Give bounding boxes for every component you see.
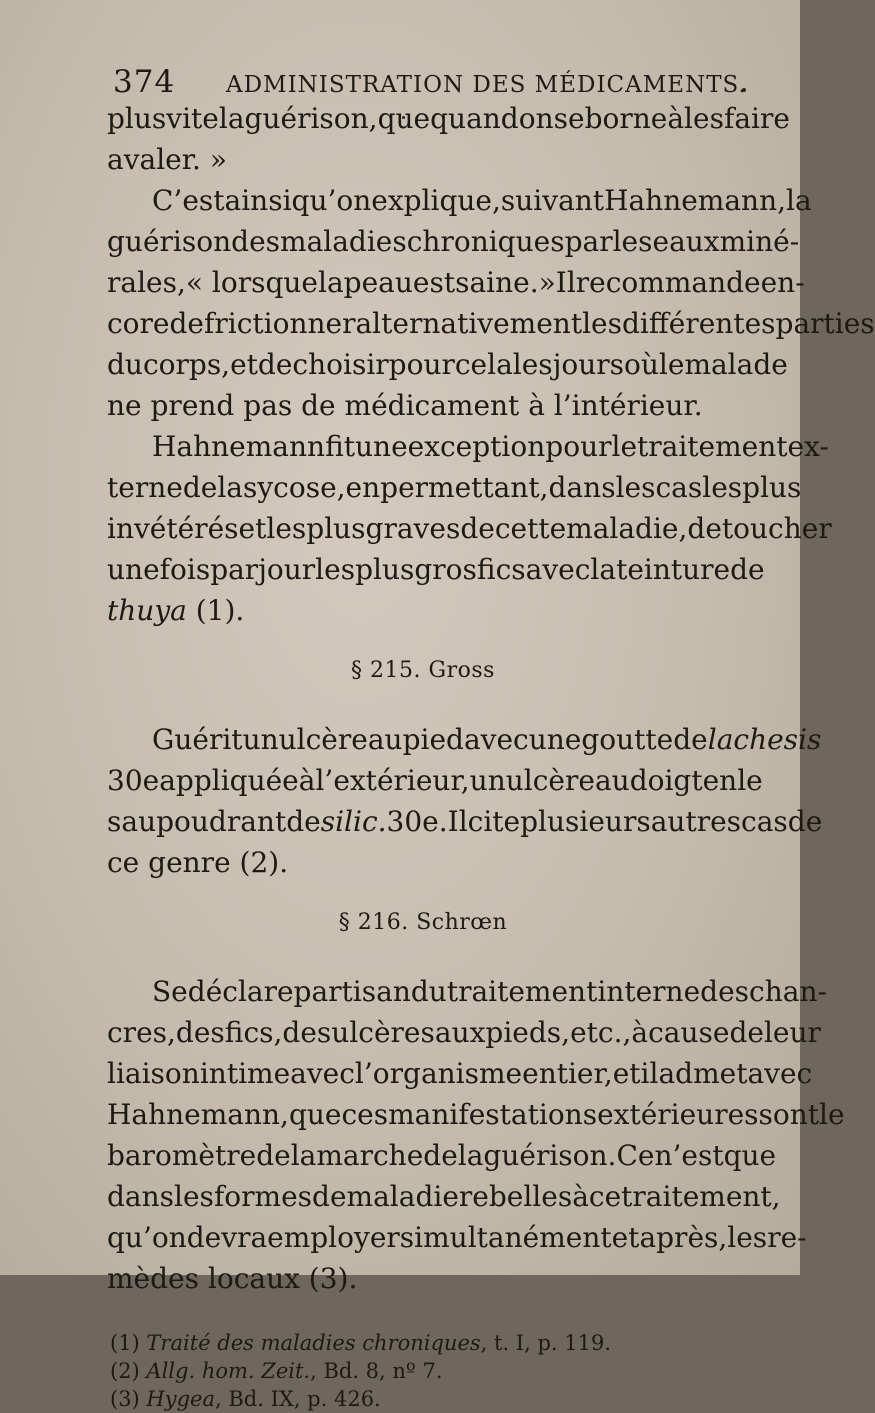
word: Il bbox=[555, 266, 576, 299]
word: goutte bbox=[581, 723, 674, 756]
word: borne bbox=[584, 102, 668, 135]
paragraph-line bbox=[107, 1053, 813, 1094]
word: mèdes locaux (3). bbox=[107, 1262, 358, 1295]
word: un bbox=[242, 723, 279, 756]
word: différentes bbox=[621, 307, 776, 340]
word: plus bbox=[107, 102, 167, 135]
word: re- bbox=[767, 1221, 807, 1254]
word: chroniques bbox=[406, 225, 565, 258]
paragraph-line bbox=[107, 508, 832, 549]
footnote bbox=[110, 1329, 739, 1357]
word: manifestations bbox=[388, 1098, 598, 1131]
paragraph-line bbox=[107, 760, 763, 801]
word: en bbox=[345, 471, 381, 504]
word: guérison bbox=[107, 225, 232, 258]
section-heading-216: § 216. Schrœn bbox=[338, 910, 508, 935]
word: une bbox=[107, 553, 160, 586]
word: à bbox=[298, 764, 316, 797]
word: le bbox=[658, 348, 685, 381]
word: de bbox=[423, 1139, 458, 1172]
word: au bbox=[594, 764, 630, 797]
word: extérieures bbox=[597, 1098, 759, 1131]
word: les bbox=[266, 512, 307, 545]
word: et bbox=[238, 512, 267, 545]
word: teinture bbox=[616, 553, 731, 586]
word: traitement bbox=[637, 430, 788, 463]
word: ulcère bbox=[278, 723, 368, 756]
footnote-marker: (1) bbox=[110, 1331, 147, 1355]
word: Hahnemann bbox=[152, 430, 326, 463]
word: 30e. bbox=[386, 805, 448, 838]
word: un bbox=[469, 764, 506, 797]
word: plus bbox=[355, 553, 415, 586]
word: autres bbox=[650, 805, 742, 838]
word: les bbox=[615, 471, 656, 504]
word: et bbox=[230, 348, 258, 381]
word: la bbox=[217, 471, 243, 504]
word: silic. bbox=[320, 805, 387, 838]
line-text: (1). bbox=[186, 594, 245, 627]
word: rales, bbox=[107, 266, 186, 299]
paragraph-line bbox=[107, 1176, 781, 1217]
word: par bbox=[564, 225, 613, 258]
word: de bbox=[673, 723, 708, 756]
word: n’est bbox=[654, 1139, 724, 1172]
paragraph-line bbox=[107, 98, 790, 139]
section-215-body bbox=[107, 719, 823, 883]
word: faire bbox=[723, 102, 790, 135]
footnote-italic: Allg. hom. Zeit. bbox=[146, 1359, 311, 1383]
word: de bbox=[182, 471, 218, 504]
footnote-marker: (2) bbox=[110, 1359, 147, 1383]
word: ex- bbox=[787, 430, 829, 463]
word: simultanément bbox=[399, 1221, 612, 1254]
paragraph-line bbox=[107, 842, 739, 883]
word: des bbox=[175, 1016, 225, 1049]
footnote-rest: , t. I, p. 119. bbox=[480, 1331, 612, 1355]
word: saine. bbox=[455, 266, 539, 299]
paragraph-continuation bbox=[107, 98, 790, 180]
word: cela bbox=[454, 348, 513, 381]
paragraph-line bbox=[107, 344, 788, 385]
word: Ce bbox=[616, 1139, 655, 1172]
paragraph-sycosis bbox=[107, 426, 832, 590]
word: sont bbox=[758, 1098, 820, 1131]
paragraph-line bbox=[107, 426, 829, 467]
word: plusieurs bbox=[520, 805, 651, 838]
word: cas bbox=[741, 805, 788, 838]
word: ne prend pas de médicament à l’intérieur. bbox=[107, 389, 703, 422]
word: le bbox=[611, 430, 638, 463]
paragraph-line bbox=[107, 303, 875, 344]
word: avec bbox=[463, 723, 529, 756]
word: exception bbox=[407, 430, 546, 463]
word: quand bbox=[430, 102, 519, 135]
word: par bbox=[210, 553, 259, 586]
word: corps, bbox=[142, 348, 231, 381]
word: guérison, bbox=[244, 102, 378, 135]
paragraph-mineral-waters bbox=[107, 180, 875, 426]
word: permettant, bbox=[380, 471, 549, 504]
word: de bbox=[729, 1016, 764, 1049]
word: graves bbox=[365, 512, 461, 545]
word: les bbox=[174, 1180, 214, 1213]
running-head-title: ADMINISTRATION DES MÉDICAMENTS. bbox=[226, 72, 747, 98]
word: que bbox=[288, 1098, 342, 1131]
word: ce genre (2). bbox=[107, 846, 289, 879]
word: de bbox=[286, 805, 321, 838]
word: les bbox=[684, 102, 724, 135]
section-216-body bbox=[107, 971, 845, 1299]
word: Guérit bbox=[152, 723, 243, 756]
word: formes bbox=[213, 1180, 313, 1213]
body-text bbox=[107, 98, 875, 1413]
paragraph-line bbox=[107, 221, 800, 262]
word: les bbox=[727, 1221, 768, 1254]
word: chan- bbox=[749, 975, 827, 1008]
footnote-marker: (3) bbox=[110, 1387, 147, 1411]
section-heading-215: § 215. Gross bbox=[351, 658, 495, 683]
word: maladies bbox=[280, 225, 407, 258]
word: alternativement bbox=[355, 307, 583, 340]
word: fics bbox=[476, 553, 526, 586]
word: le bbox=[819, 1098, 845, 1131]
word: au bbox=[367, 723, 403, 756]
word: de bbox=[312, 1180, 347, 1213]
word: jour bbox=[258, 553, 316, 586]
word: de bbox=[256, 1139, 291, 1172]
word: cres, bbox=[107, 1016, 176, 1049]
word: avaler. » bbox=[107, 143, 227, 176]
word: une bbox=[528, 723, 582, 756]
word: et bbox=[611, 1221, 640, 1254]
word: avec bbox=[747, 1057, 813, 1090]
word: « lorsque bbox=[185, 266, 318, 299]
word: rebelles bbox=[458, 1180, 573, 1213]
word: ces bbox=[341, 1098, 389, 1131]
paragraph-line bbox=[107, 590, 739, 631]
word: de bbox=[687, 512, 722, 545]
word: les bbox=[315, 553, 356, 586]
word: les bbox=[512, 348, 553, 381]
word: parties bbox=[775, 307, 875, 340]
word: qu’on bbox=[107, 1221, 187, 1254]
paragraph-line bbox=[107, 1094, 845, 1135]
word: en bbox=[702, 764, 738, 797]
word: gros bbox=[414, 553, 477, 586]
word: il bbox=[640, 1057, 659, 1090]
word: où bbox=[624, 348, 659, 381]
word: qu’on bbox=[291, 184, 372, 217]
word: eaux bbox=[652, 225, 720, 258]
word: ainsi bbox=[224, 184, 292, 217]
word: etc., bbox=[570, 1016, 632, 1049]
word: cas bbox=[655, 471, 703, 504]
word: fics, bbox=[224, 1016, 283, 1049]
paragraph-line bbox=[107, 385, 739, 426]
word: interne bbox=[597, 975, 701, 1008]
footnote-rest: , Bd. 8, nº 7. bbox=[310, 1359, 443, 1383]
word: entier, bbox=[522, 1057, 613, 1090]
word: traitement bbox=[446, 975, 598, 1008]
paragraph-line bbox=[107, 1135, 777, 1176]
word: les bbox=[582, 307, 622, 340]
paragraph-line bbox=[107, 971, 827, 1012]
word: des bbox=[700, 975, 750, 1008]
word: Il bbox=[447, 805, 468, 838]
word: dans bbox=[548, 471, 616, 504]
word: traitement, bbox=[621, 1180, 781, 1213]
word: fois bbox=[159, 553, 211, 586]
word: de bbox=[460, 512, 495, 545]
footnotes bbox=[107, 1329, 739, 1413]
word: sycose, bbox=[242, 471, 346, 504]
word: core bbox=[107, 307, 170, 340]
word: avec bbox=[525, 553, 591, 586]
word: de bbox=[169, 307, 204, 340]
word: aux bbox=[434, 1016, 486, 1049]
word: cette bbox=[494, 512, 567, 545]
word: que bbox=[723, 1139, 777, 1172]
word: déclare bbox=[187, 975, 294, 1008]
paragraph-line bbox=[107, 1012, 821, 1053]
paragraph-line bbox=[107, 139, 739, 180]
word: admet bbox=[658, 1057, 748, 1090]
word: saupoudrant bbox=[107, 805, 287, 838]
word: se bbox=[553, 102, 585, 135]
word: fit bbox=[325, 430, 355, 463]
footnote-italic: Traité des maladies chroniques bbox=[146, 1331, 481, 1355]
word: devra bbox=[186, 1221, 268, 1254]
word: Hahnemann, bbox=[107, 1098, 289, 1131]
word: doigt bbox=[629, 764, 703, 797]
word: explique, bbox=[371, 184, 501, 217]
word: C’est bbox=[152, 184, 225, 217]
word: après, bbox=[639, 1221, 728, 1254]
word: jours bbox=[552, 348, 625, 381]
word: maladie, bbox=[566, 512, 688, 545]
word: en- bbox=[760, 266, 805, 299]
word: du bbox=[107, 348, 143, 381]
word: employer bbox=[267, 1221, 400, 1254]
word: choisir bbox=[292, 348, 389, 381]
word: suivant bbox=[500, 184, 605, 217]
word: cite bbox=[467, 805, 521, 838]
word: lachesis bbox=[707, 723, 822, 756]
word: appliquée bbox=[159, 764, 299, 797]
footnote-rest: , Bd. IX, p. 426. bbox=[215, 1387, 381, 1411]
word: de bbox=[730, 553, 765, 586]
paragraph-line bbox=[107, 801, 823, 842]
page-number: 374 bbox=[113, 64, 176, 100]
word: peau bbox=[343, 266, 413, 299]
word: des bbox=[282, 1016, 332, 1049]
word: de bbox=[787, 805, 823, 838]
word: et bbox=[612, 1057, 641, 1090]
word: les bbox=[702, 471, 743, 504]
word: partisan bbox=[293, 975, 411, 1008]
word: pour bbox=[388, 348, 455, 381]
paragraph-line bbox=[107, 467, 802, 508]
word: 30e bbox=[107, 764, 160, 797]
paragraph-line bbox=[107, 719, 822, 760]
word: toucher bbox=[721, 512, 832, 545]
word: terne bbox=[107, 471, 183, 504]
word: plus bbox=[306, 512, 366, 545]
word: on bbox=[518, 102, 554, 135]
word: pied bbox=[402, 723, 464, 756]
word: le bbox=[737, 764, 763, 797]
word: la bbox=[457, 1139, 484, 1172]
paragraph-line bbox=[107, 549, 765, 590]
word: à bbox=[631, 1016, 649, 1049]
word: avec bbox=[290, 1057, 355, 1090]
word: la bbox=[290, 1139, 317, 1172]
word: dans bbox=[107, 1180, 175, 1213]
word: leur bbox=[763, 1016, 821, 1049]
word: la bbox=[786, 184, 812, 217]
word: recommande bbox=[575, 266, 761, 299]
word: plus bbox=[742, 471, 802, 504]
paragraph-line bbox=[107, 180, 812, 221]
word: la bbox=[590, 553, 617, 586]
word: ulcère bbox=[505, 764, 595, 797]
word: pour bbox=[545, 430, 612, 463]
word: intime bbox=[199, 1057, 291, 1090]
word: » bbox=[538, 266, 556, 299]
word: guérison. bbox=[483, 1139, 617, 1172]
word: baromètre bbox=[107, 1139, 257, 1172]
word: à bbox=[667, 102, 685, 135]
word: vite bbox=[166, 102, 219, 135]
word: pieds, bbox=[485, 1016, 571, 1049]
word: liaison bbox=[107, 1057, 200, 1090]
footnote-italic: Hygea bbox=[146, 1387, 215, 1411]
word: miné- bbox=[719, 225, 800, 258]
word: ulcères bbox=[331, 1016, 435, 1049]
word: que bbox=[377, 102, 431, 135]
word: ce bbox=[588, 1180, 622, 1213]
word: des bbox=[231, 225, 281, 258]
word: est bbox=[412, 266, 456, 299]
paragraph-line bbox=[107, 1217, 807, 1258]
word: la bbox=[318, 266, 344, 299]
paragraph-line bbox=[107, 1258, 739, 1299]
word: cause bbox=[648, 1016, 730, 1049]
word: de bbox=[257, 348, 293, 381]
word: invétérés bbox=[107, 512, 239, 545]
word: frictionner bbox=[204, 307, 356, 340]
word: les bbox=[612, 225, 653, 258]
word: la bbox=[218, 102, 245, 135]
word: une bbox=[355, 430, 408, 463]
word: du bbox=[410, 975, 447, 1008]
footnote bbox=[110, 1385, 739, 1413]
paragraph-line bbox=[107, 262, 805, 303]
word: Hahnemann, bbox=[604, 184, 787, 217]
word: maladie bbox=[346, 1180, 459, 1213]
word: malade bbox=[684, 348, 788, 381]
word: marche bbox=[316, 1139, 424, 1172]
word: l’organisme bbox=[354, 1057, 523, 1090]
italic-term: thuya bbox=[107, 594, 187, 627]
word: Se bbox=[152, 975, 188, 1008]
footnote bbox=[110, 1357, 739, 1385]
word: à bbox=[572, 1180, 589, 1213]
word: l’extérieur, bbox=[315, 764, 470, 797]
